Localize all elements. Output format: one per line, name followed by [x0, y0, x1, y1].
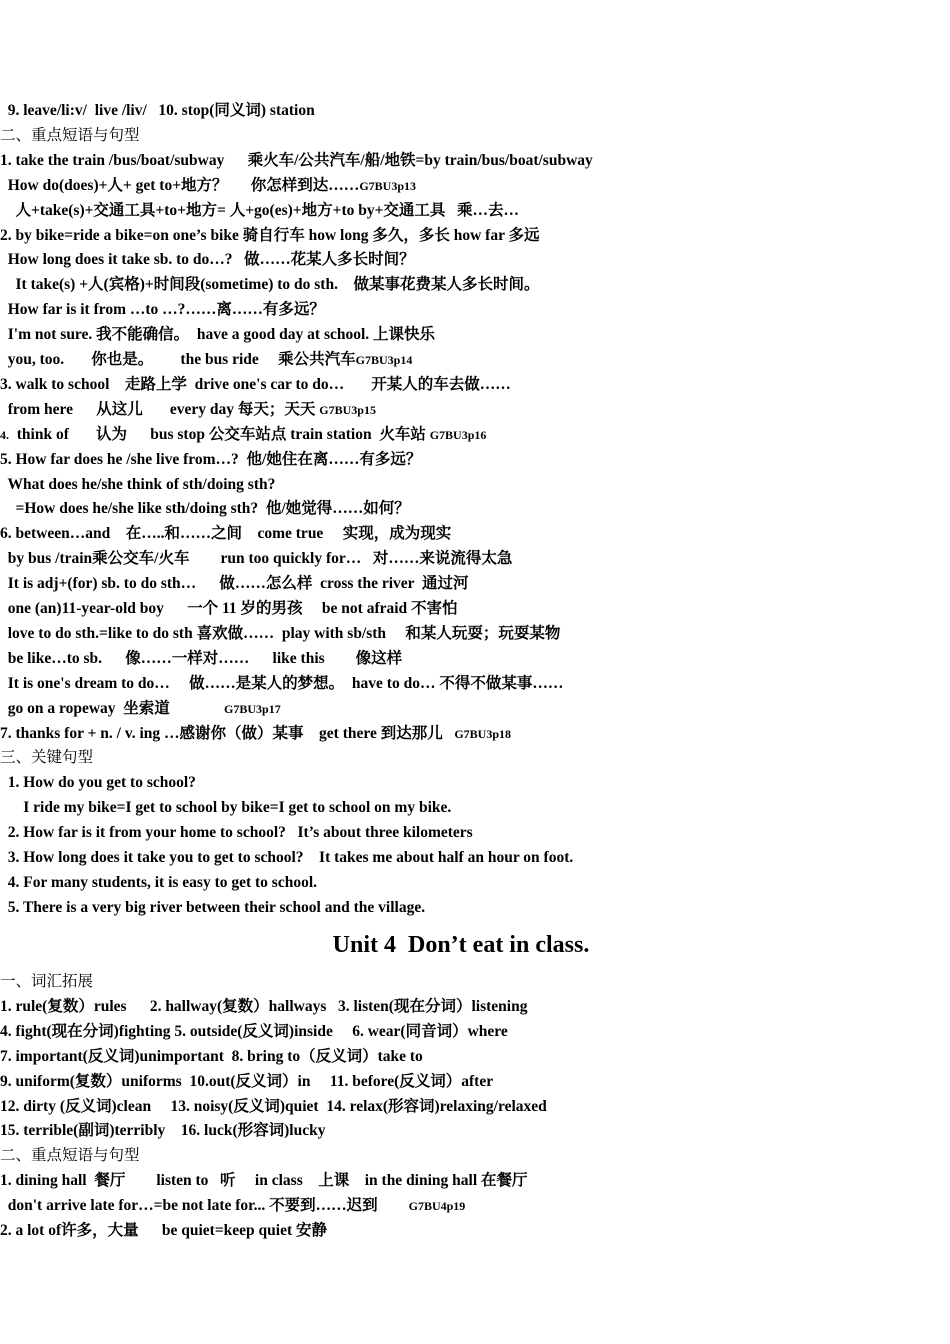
- note-line: [0, 475, 275, 495]
- line-text: don't arrive late for…=be not late for... 不要到……迟到: [0, 1197, 409, 1215]
- note-line: [0, 226, 540, 246]
- line-text: 1. rule(复数）rules 2. hallway(复数）hallways 3. listen(现在分词）listening: [0, 997, 528, 1015]
- line-text: 二、重点短语与句型: [0, 1147, 140, 1165]
- line-text: 3. How long does it take you to get to school? It takes me about half an hour on foot.: [0, 849, 574, 866]
- line-text: 二、重点短语与句型: [0, 126, 140, 144]
- page-reference-tag: G7BU3p15: [319, 402, 376, 417]
- note-line: [0, 375, 511, 395]
- line-text: from here 从这儿 every day 每天；天天: [0, 400, 320, 418]
- section-heading: [0, 972, 93, 992]
- line-text: How long does it take sb. to do…? 做……花某人多长时间？: [0, 251, 415, 269]
- line-text: be like…to sb. 像……一样对…… like this 像这样: [0, 649, 403, 667]
- note-line: [0, 1022, 508, 1042]
- section-heading: [0, 748, 93, 768]
- note-line: [0, 275, 539, 295]
- line-text: 三、关键句型: [0, 749, 94, 767]
- line-text: How far is it from …to …?……离……有多远？: [0, 301, 325, 319]
- line-text: one (an)11-year-old boy 一个 11 岁的男孩 be not afraid 不害怕: [0, 600, 458, 617]
- page-reference-tag: G7BU3p16: [429, 427, 487, 442]
- section-heading: [0, 1146, 140, 1166]
- line-text: 6. between…and 在…..和……之间 come true 实现，成为现实: [0, 525, 452, 543]
- line-text: you, too. 你也是。 the bus ride 乘公共汽车: [0, 351, 356, 368]
- line-text: 2. a lot of许多，大量 be quiet=keep quiet 安静: [0, 1222, 328, 1239]
- line-text: 人+take(s)+交通工具+to+地方= 人+go(es)+地方+to by+交通工具 乘…去…: [0, 201, 520, 219]
- note-line: [0, 1171, 528, 1191]
- note-line: [0, 176, 416, 196]
- note-line: [0, 1121, 325, 1141]
- note-line: [0, 549, 512, 569]
- line-text: go on a ropeway 坐索道: [0, 699, 225, 717]
- line-text: It is one's dream to do… 做……是某人的梦想。 have to do… 不得不做某事……: [0, 674, 564, 692]
- note-line: [0, 823, 473, 843]
- note-line: [0, 1097, 547, 1117]
- line-text: 5. There is a very big river between their school and the village.: [0, 898, 426, 916]
- note-line: [0, 524, 451, 544]
- line-text: =How does he/she like sth/doing sth? 他/她觉得……如何？: [0, 500, 410, 518]
- note-line: [0, 674, 563, 694]
- page-reference-tag: G7BU4p19: [408, 1199, 466, 1214]
- item-number: 4.: [0, 427, 9, 442]
- line-text: 7. thanks for + n. / v. ing …感谢你（做）某事 get there 到达那儿: [0, 724, 455, 742]
- line-text: by bus /train乘公交车/火车 run too quickly for… 对……来说流得太急: [0, 550, 513, 568]
- line-text: 一、词汇拓展: [0, 973, 94, 990]
- note-line: [0, 649, 402, 669]
- line-text: 7. important(反义词)unimportant 8. bring to（反义词）take to: [0, 1047, 423, 1065]
- page-reference-tag: G7BU3p17: [224, 701, 281, 716]
- note-line: [0, 425, 486, 445]
- note-line: [0, 898, 425, 918]
- note-line: [0, 201, 519, 221]
- note-line: [0, 1196, 465, 1216]
- note-line: [0, 250, 415, 270]
- line-text: 9. leave/li:v/ live /liv/ 10. stop(同义词) station: [0, 102, 315, 119]
- note-line: [0, 350, 412, 370]
- line-text: It take(s) +人(宾格)+时间段(sometime) to do sth. 做某事花费某人多长时间。: [0, 276, 540, 294]
- note-line: [0, 798, 451, 818]
- note-line: [0, 997, 527, 1017]
- note-line: [0, 450, 421, 470]
- note-line: [0, 1072, 493, 1092]
- note-line: [0, 624, 560, 644]
- note-line: [0, 1047, 423, 1067]
- line-text: How do(does)+人+ get to+地方？ 你怎样到达……: [0, 176, 360, 194]
- line-text: I ride my bike=I get to school by bike=I get to school on my bike.: [0, 799, 452, 817]
- note-line: [0, 300, 325, 320]
- line-text: It is adj+(for) sb. to do sth… 做……怎么样 cross the river 通过河: [0, 575, 469, 593]
- line-text: 15. terrible(副词)terribly 16. luck(形容词)lucky: [0, 1122, 326, 1140]
- line-text: 2. How far is it from your home to school? It’s about three kilometers: [0, 824, 473, 842]
- note-line: [0, 400, 376, 420]
- note-line: [0, 699, 281, 719]
- note-line: [0, 724, 511, 744]
- note-line: [0, 325, 435, 345]
- line-text: 4. fight(现在分词)fighting 5. outside(反义词)inside 6. wear(同音词）where: [0, 1022, 508, 1040]
- line-text: 3. walk to school 走路上学 drive one's car to do… 开某人的车去做……: [0, 375, 511, 393]
- page-reference-tag: G7BU3p13: [359, 178, 416, 193]
- line-text: think of 认为 bus stop 公交车站点 train station 火车站: [9, 425, 430, 443]
- note-line: [0, 499, 410, 519]
- line-text: 5. How far does he /she live from…? 他/她住在离……有多远？: [0, 450, 422, 468]
- line-text: What does he/she think of sth/doing sth?: [0, 475, 276, 493]
- line-text: love to do sth.=like to do sth 喜欢做…… play with sb/sth 和某人玩耍；玩耍某物: [0, 624, 561, 642]
- page-reference-tag: G7BU3p18: [454, 726, 512, 741]
- note-line: [0, 151, 593, 171]
- line-text: 12. dirty (反义词)clean 13. noisy(反义词)quiet 14. relax(形容词)relaxing/relaxed: [0, 1097, 547, 1115]
- line-text: 4. For many students, it is easy to get to school.: [0, 873, 318, 891]
- note-line: [0, 101, 315, 121]
- line-text: 1. dining hall 餐厅 listen to 听 in class 上课 in the dining hall 在餐厅: [0, 1172, 528, 1190]
- line-text: I'm not sure. 我不能确信。 have a good day at school. 上课快乐: [0, 326, 436, 344]
- note-line: [0, 1221, 327, 1241]
- note-line: [0, 773, 196, 793]
- line-text: 2. by bike=ride a bike=on one’s bike 骑自行车 how long 多久，多长 how far 多远: [0, 226, 540, 244]
- note-line: [0, 574, 469, 594]
- page-reference-tag: G7BU3p14: [355, 353, 413, 367]
- note-line: [0, 848, 573, 868]
- section-heading: [0, 126, 140, 146]
- note-line: [0, 873, 317, 893]
- line-text: 9. uniform(复数）uniforms 10.out(反义词）in 11. before(反义词）after: [0, 1072, 494, 1090]
- line-text: 1. take the train /bus/boat/subway 乘火车/公共汽车/船/地铁=by train/bus/boat/subway: [0, 151, 593, 169]
- unit-4-title: Unit 4 Don’t eat in class.: [332, 932, 590, 958]
- line-text: 1. How do you get to school?: [0, 774, 196, 792]
- note-line: [0, 599, 458, 619]
